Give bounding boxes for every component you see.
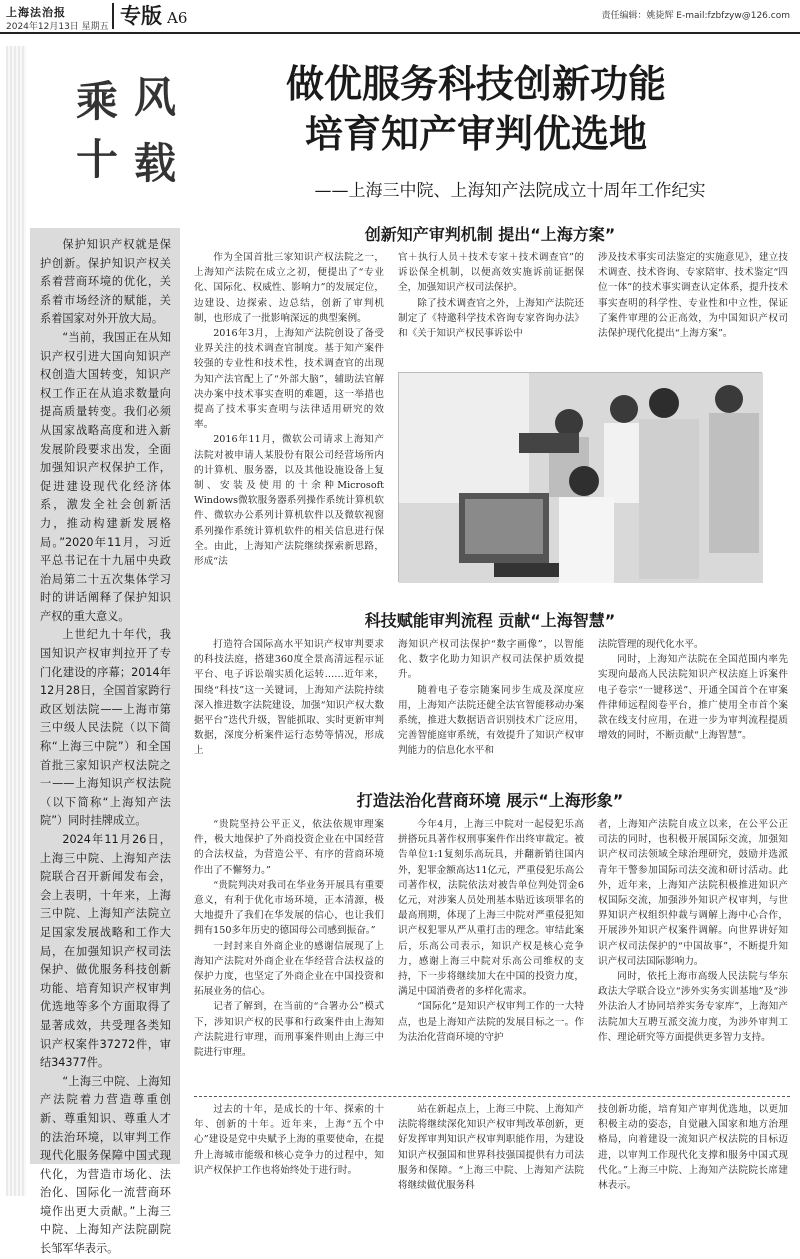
- body-paragraph: 作为全国首批三家知识产权法院之一，上海知产法院在成立之初，便提出了“专业化、国际化、权威性、影响力”的发展定位，边建设、边探索、边总结，创新了审判机制，也形成了一批影响深远的典型案例。: [194, 252, 384, 324]
- issue-date: 2024年12月13日 星期五: [6, 22, 109, 32]
- section2-column-1: [194, 637, 384, 761]
- subtitle: ——上海三中院、上海知产法院成立十周年工作纪实: [314, 181, 706, 201]
- body-paragraph: “贵院坚持公平正义，依法依规审理案件，极大地保护了外商投资企业在中国经营的合法权益，为营造公平、有序的营商环境作出了不懈努力。”: [194, 819, 384, 876]
- body-paragraph: 除了技术调查官之外，上海知产法院还制定了《特邀科学技术咨询专家咨询办法》和《关于知识产权民事诉讼中: [398, 297, 584, 340]
- body-paragraph: 官＋执行人员＋技术专家＋技术调查官”的诉讼保全机制，以便高效实施诉前证据保全，加强知识产权司法保护。: [398, 252, 584, 294]
- lead-column: [30, 228, 180, 1256]
- photo-illustration: [399, 373, 763, 583]
- body-paragraph: 同时，依托上海市高级人民法院与华东政法大学联合设立“涉外实务实训基地”及“涉外法治人才协同培养实务专家库”，上海知产法院加大互聘互派交流力度，为涉外审判工作、理论研究等方面提供更多智力支持。: [598, 971, 788, 1043]
- section1-column-3: [598, 250, 788, 366]
- body-paragraph: 站在新起点上，上海三中院、上海知产法院将继续深化知识产权审判改革创新，更好发挥审判知识产权审判职能作用，为建设知识产权强国和世界科技强国提供有力司法服务和保障。“上海三中院、上海知产法院将继续做优服务科: [398, 1104, 584, 1192]
- section3-column-1: [194, 817, 384, 1073]
- conclusion-column-3: [598, 1102, 788, 1196]
- editor-line: 责任编辑：姚毙辉 E-mail:fzbfzyw@126.com: [601, 11, 790, 21]
- body-paragraph: 过去的十年，是成长的十年、探索的十年、创新的十年。近年来，上海“五个中心”建设是党中央赋予上海的重要使命，在提升上海城市能级和核心竞争力的过程中，知识产权保护工作也将始终处于进行时。: [194, 1104, 384, 1176]
- page-number: A6: [167, 9, 188, 27]
- body-paragraph: 2016年11月，微软公司请求上海知产法院对被申请人某股份有限公司经营场所内的计算机、服务器，以及其他设施设备上复制、安装及使用的十余种Microsoft Windows微软服务器系列操作系统计算机软件、微软办公系列计算机软件以及微软视窗系列操作系统计算机软件的相关信息进行保全。由此，上海知产法院继续探索新思路，形成“法: [194, 434, 384, 568]
- kicker-char: 十: [76, 135, 119, 184]
- body-paragraph: 技创新功能，培育知产审判优选地，以更加积极主动的姿态，自觉融入国家和地方治理格局，向着建设一流知识产权法院的目标迈进，以审判工作现代化支撑和服务中国式现代化。”上海三中院、上海知产法院院长席建林表示。: [598, 1104, 788, 1192]
- section2-column-2: [398, 637, 584, 761]
- body-paragraph: 涉及技术事实司法鉴定的实施意见》，建立技术调查、技术咨询、专家陪审、技术鉴定“四位一体”的技术事实调查认定体系，提升技术事实查明的科学性、专业性和中立性，保证了案件审理的公正高效，为中国知识产权司法保护现代化提出“上海方案”。: [598, 252, 788, 340]
- section3-column-3: [598, 817, 788, 1073]
- section1-column-2: [398, 250, 584, 366]
- body-paragraph: 随着电子卷宗随案同步生成及深度应用，上海知产法院还健全法官智能移动办案系统，推进大数据语音识别技术广泛应用，完善智能庭审系统，有效提升了知识产权审判能力的信息化水平和: [398, 684, 584, 757]
- body-paragraph: 者，上海知产法院自成立以来，在公平公正司法的同时，也积极开展国际交流，加强知识产权司法领域全球治理研究，鼓励并选派青年干警参加国际司法交流和研讨活动。此外，近年来，上海知产法院积极推进知识产权国际交流，加强涉外知识产权审判，与世界知识产权组织仲裁与调解上海中心合作，开展涉外知识产权案件调解。向世界讲好知识产权司法保护的“中国故事”，不断提升知识产权司法国际影响力。: [598, 819, 788, 967]
- body-paragraph: 同时，上海知产法院在全国范围内率先实现向最高人民法院知识产权法庭上诉案件电子卷宗“一键移送”、开通全国首个在审案件律师远程阅卷平台，推广使用全市首个案款在线支付应用，在进一步为审判流程提质增效的同时，不断贡献“上海智慧”。: [598, 654, 788, 742]
- conclusion-column-2: [398, 1102, 584, 1196]
- section-heading-1: 创新知产审判机制 提出“上海方案”: [364, 225, 616, 244]
- section3-column-2: [398, 817, 584, 1073]
- news-photo: [398, 372, 762, 582]
- body-paragraph: 一封封来自外商企业的感谢信展现了上海知产法院对外商企业在华经营合法权益的保护力度，也坚定了外商企业在中国投资和拓展业务的信心。: [194, 940, 384, 998]
- body-paragraph: 2016年3月，上海知产法院创设了备受业界关注的技术调查官制度。基于知产案件较强的专业性和技术性，技术调查官的出现为知产法官配上了“外部大脑”，辅助法官解决办案中技术事实查明的难题，这一举措也提高了技术事实查明与法律适用研究的效率。: [194, 328, 384, 431]
- edition-name: 专版: [120, 3, 162, 28]
- body-paragraph: “贵院判决对我司在华业务开展具有重要意义，有利于优化市场环境，正本清源，极大地提升了我们在华发展的信心，也让我们拥有150多年历史的德国母公司感到振奋。”: [194, 879, 384, 937]
- lead-paragraph: 2024年11月26日，上海三中院、上海知产法院联合召开新闻发布会，会上表明，十年来，上海三中院、上海知产法院立足国家发展战略和工作大局，在加强知识产权司法保护、做优服务科技创新功能、培育知识产权审判优选地等多个方面取得了显著成效，共受理各类知识产权案件37272件，审结34377件。: [40, 833, 171, 1070]
- section-divider: [194, 1096, 790, 1097]
- body-paragraph: 海知识产权司法保护“数字画像”，以智能化、数字化助力知识产权司法保护质效提升。: [398, 639, 584, 681]
- section1-column-1: [194, 250, 384, 588]
- kicker-calligraphy: [72, 72, 190, 202]
- body-paragraph: 记者了解到，在当前的“合署办公”模式下，涉知识产权的民事和行政案件由上海知产法院进行审理，而刑事案件则由上海三中院进行审理。: [194, 1001, 384, 1059]
- kicker-char: 载: [134, 139, 177, 188]
- section-heading-2: 科技赋能审判流程 贡献“上海智慧”: [364, 611, 616, 630]
- body-paragraph: 今年4月，上海三中院对一起侵犯乐高拼搭玩具著作权刑事案件作出终审裁定。被告单位1:1复刻乐高玩具，并翻新销往国内外，犯罪金额高达11亿元，严重侵犯乐高公司著作权，法院依法对被告单位判处罚金6亿元，对涉案人员处刑基本贴近该项罪名的最高刑期，体现了上海三中院对严重侵犯知识产权犯罪从严从重打击的理念。审结此案后，乐高公司表示，知识产权是核心竞争力，感谢上海三中院对乐高公司维权的支持，下一步将继续加大在中国的投资力度，满足中国消费者的多样化需求。: [398, 819, 584, 998]
- lead-paragraph: “上海三中院、上海知产法院着力营造尊重创新、尊重知识、尊重人才的法治环境，以审判工作现代化服务保障中国式现代化，为营造市场化、法治化、国际化一流营商环境作出更大贡献。”上海三中院、上海知产法院副院长邹军华表示。: [40, 1074, 171, 1256]
- conclusion-column-1: [194, 1102, 384, 1196]
- edition-label: [112, 3, 187, 29]
- section2-column-3: [598, 637, 788, 761]
- kicker-char: 乘: [76, 77, 119, 126]
- body-paragraph: 打造符合国际高水平知识产权审判要求的科技法庭，搭建360度全景高清远程示证平台、电子诉讼端实质化运转……近年来，围绕“科技”这一关键词，上海知产法院持续深入推进数字法院建设，加强“知识产权大数据平台”迭代升级，智能抓取、实时更新审判数据，深度分析案件运行态势等情况，形成上: [194, 639, 384, 757]
- body-paragraph: “国际化”是知识产权审判工作的一大特点，也是上海知产法院的发展目标之一。作为法治化营商环境的守护: [398, 1001, 584, 1043]
- decorative-strip: [6, 46, 26, 1196]
- section-heading-3: 打造法治化营商环境 展示“上海形象”: [356, 791, 624, 810]
- masthead: 上海法治报: [6, 6, 66, 19]
- lead-paragraph: 上世纪九十年代，我国知识产权审判拉开了专门化建设的序幕；2014年12月28日，全国首家跨行政区划法院——上海市第三中级人民法院（以下简称“上海三中院”）和全国首批三家知识产权法院之一——上海知识产权法院（以下简称“上海知产法院”）同时挂牌成立。: [40, 628, 171, 828]
- lead-paragraph: “当前，我国正在从知识产权引进大国向知识产权创造大国转变，知识产权工作正在从追求数量向提高质量转变。我们必须从国家战略高度和进入新发展阶段要求出发，全面加强知识产权保护工作，促进建设现代化经济体系，激发全社会创新活力，推动构建新发展格局。”2020年11月，习近平总书记在十九届中央政治局第二十五次集体学习时的讲话阐释了保护知识产权的重大意义。: [40, 330, 171, 623]
- kicker-char: 风: [134, 73, 177, 122]
- body-paragraph: 法院管理的现代化水平。: [598, 639, 704, 650]
- lead-paragraph: 保护知识产权就是保护创新。保护知识产权关系着营商环境的优化，关系着市场经济的赋能，关系着国家对外开放大局。: [40, 238, 171, 326]
- headline-line-1: 做优服务科技创新功能: [285, 62, 666, 106]
- headline-line-2: 培育知产审判优选地: [304, 112, 647, 156]
